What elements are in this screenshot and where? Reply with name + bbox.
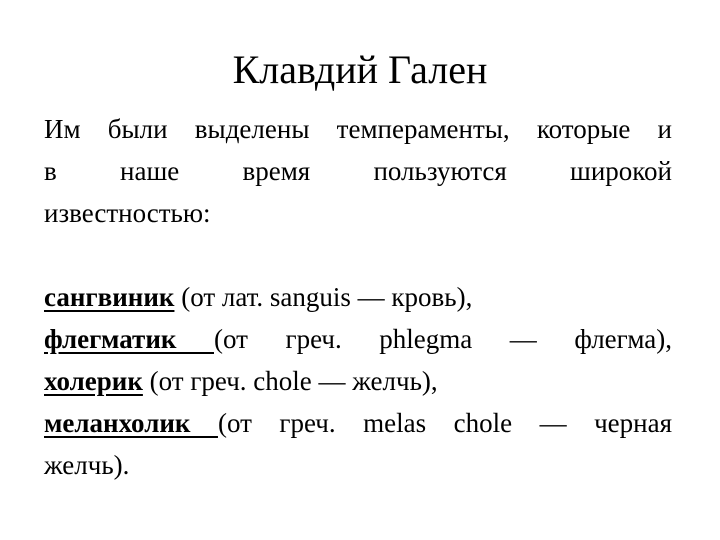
- intro-line-2: в наше время пользуются широкой: [44, 156, 672, 186]
- slide-title: Клавдий Гален: [232, 47, 488, 92]
- temperament-description: (от греч. melas chole — черная: [217, 408, 672, 438]
- temperament-item-melancholic-continuation: желчь).: [44, 450, 130, 480]
- temperament-item-choleric: [44, 360, 672, 402]
- temperament-description: (от греч. chole — желчь),: [142, 366, 438, 396]
- temperament-term: меланхолик: [44, 408, 218, 438]
- temperament-term: флегматик: [44, 324, 214, 354]
- intro-line-1: Им были выделены темпераменты, которые и: [44, 114, 672, 144]
- temperament-description: (от греч. phlegma — флегма),: [214, 324, 672, 354]
- temperament-item-phlegmatic: [44, 318, 672, 360]
- temperament-term: холерик: [44, 366, 143, 396]
- intro-paragraph: [44, 108, 672, 234]
- temperament-item-sanguine: [44, 276, 672, 318]
- temperament-item-melancholic: [44, 402, 672, 444]
- temperament-list: [44, 276, 672, 486]
- temperament-term: сангвиник: [44, 282, 175, 312]
- temperament-description: (от лат. sanguis — кровь),: [174, 282, 473, 312]
- intro-line-3: известностью:: [44, 198, 211, 228]
